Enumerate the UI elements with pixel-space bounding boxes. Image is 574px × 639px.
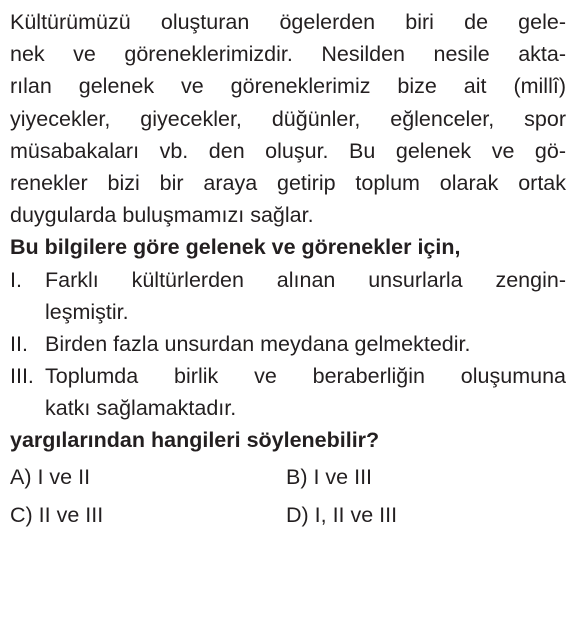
option-c[interactable]: C) II ve III xyxy=(10,502,104,527)
passage-line: duygularda buluşmamızı sağlar. xyxy=(10,203,314,228)
passage-line: renekler bizi bir araya getirip toplum olarak ortak xyxy=(10,170,566,195)
statement-text: leşmiştir. xyxy=(45,299,129,324)
passage-line: Kültürümüzü oluşturan ögelerden biri de gele- xyxy=(10,10,566,34)
statement-text: Farklı kültürlerden alınan unsurlarla zengin- xyxy=(45,267,566,292)
passage-line: nek ve göreneklerimizdir. Nesilden nesile akta- xyxy=(10,42,566,67)
statement-number: II. xyxy=(10,331,28,356)
option-a[interactable]: A) I ve II xyxy=(10,464,91,489)
question-card xyxy=(10,6,566,537)
answer-options xyxy=(10,461,566,537)
statement-item xyxy=(10,328,566,360)
question-end: yargılarından hangileri söylenebilir? xyxy=(10,428,380,453)
statement-number: I. xyxy=(10,267,22,292)
statement-item xyxy=(10,360,566,424)
statement-text: Toplumda birlik ve beraberliğin oluşumuna xyxy=(45,364,566,389)
passage-line: yiyecekler, giyecekler, düğünler, eğlenceler, spor xyxy=(10,106,566,131)
passage-line: rılan gelenek ve göreneklerimiz bize ait (millî) xyxy=(10,74,566,99)
option-d[interactable]: D) I, II ve III xyxy=(286,502,398,527)
passage xyxy=(10,6,566,231)
statement-text: katkı sağlamaktadır. xyxy=(45,396,237,421)
statement-list xyxy=(10,264,566,425)
statement-item xyxy=(10,264,566,328)
statement-text: Birden fazla unsurdan meydana gelmektedir. xyxy=(45,331,471,356)
question-intro: Bu bilgilere göre gelenek ve görenekler için, xyxy=(10,235,461,260)
passage-line: müsabakaları vb. den oluşur. Bu gelenek ve gö- xyxy=(10,138,566,163)
option-b[interactable]: B) I ve III xyxy=(286,464,373,489)
statement-number: III. xyxy=(10,364,34,389)
